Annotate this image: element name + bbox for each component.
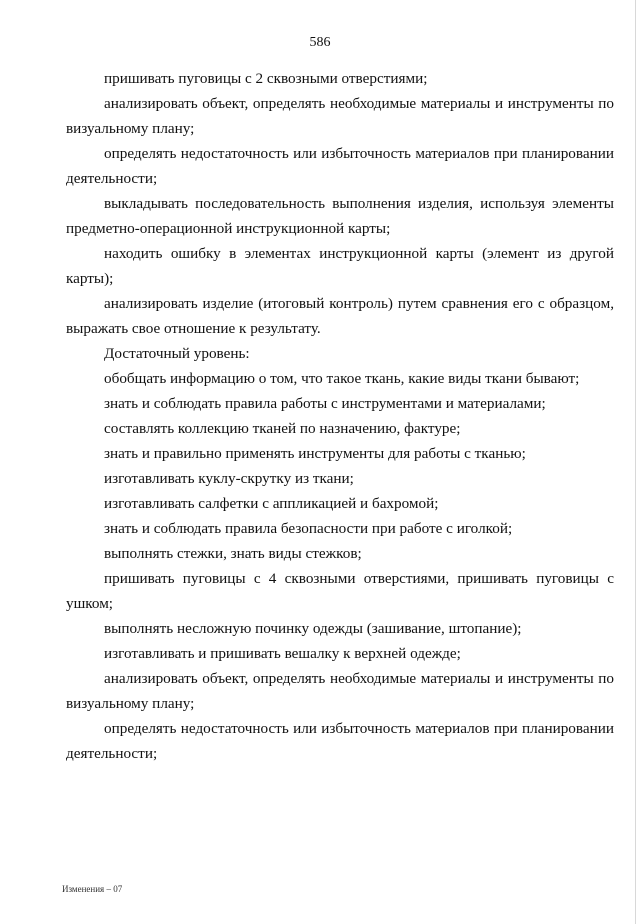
list-item: знать и соблюдать правила работы с инструментами и материалами; [104,395,546,412]
list-item: изготавливать салфетки с аппликацией и бахромой; [104,495,439,512]
list-item: выкладывать последовательность выполнения изделия, используя элементы предметно-операционной инструкционной карты; [66,195,614,237]
list-item: определять недостаточность или избыточность материалов при планировании деятельности; [66,720,614,762]
list-item: находить ошибку в элементах инструкционной карты (элемент из другой карты); [66,245,614,287]
list-item: изготавливать и пришивать вешалку к верхней одежде; [104,645,461,662]
list-item: знать и соблюдать правила безопасности при работе с иголкой; [104,520,513,537]
page-body [66,66,614,766]
list-item: выполнять несложную починку одежды (зашивание, штопание); [104,620,522,637]
list-item: знать и правильно применять инструменты для работы с тканью; [104,445,526,462]
list-item: изготавливать куклу-скрутку из ткани; [104,470,354,487]
list-item: пришивать пуговицы с 4 сквозными отверстиями, пришивать пуговицы с ушком; [66,570,614,612]
list-item: анализировать объект, определять необходимые материалы и инструменты по визуальному плану; [66,670,614,712]
section-heading: Достаточный уровень: [104,345,250,362]
list-item: определять недостаточность или избыточность материалов при планировании деятельности; [66,145,614,187]
list-item: составлять коллекцию тканей по назначению, фактуре; [104,420,461,437]
page-number: 586 [309,35,331,50]
scan-edge-line [635,0,636,924]
page-footer: Изменения – 07 [62,884,123,894]
list-item: анализировать изделие (итоговый контроль) путем сравнения его с образцом, выражать свое отношение к результату. [66,295,614,337]
list-item: пришивать пуговицы с 2 сквозными отверстиями; [104,70,428,87]
list-item: анализировать объект, определять необходимые материалы и инструменты по визуальному плану; [66,95,614,137]
list-item: выполнять стежки, знать виды стежков; [104,545,362,562]
list-item: обобщать информацию о том, что такое ткань, какие виды ткани бывают; [104,370,580,387]
